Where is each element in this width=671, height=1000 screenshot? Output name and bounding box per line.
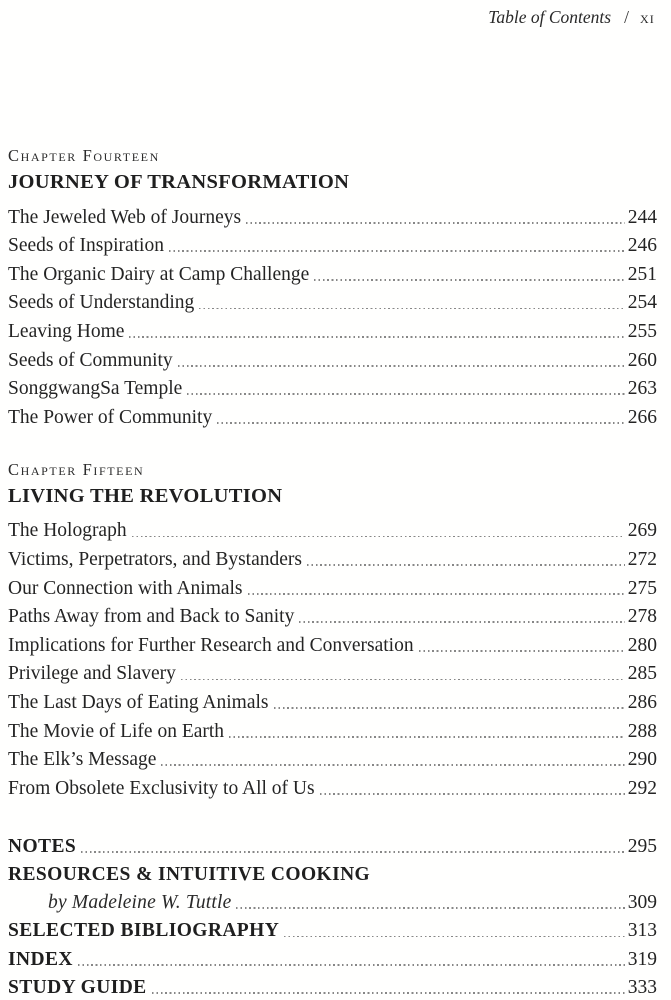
toc-entry-row: [8, 859, 657, 887]
dot-leader: [236, 907, 624, 909]
entry-page-number: 263: [627, 378, 657, 400]
toc-entry-row: [8, 887, 657, 915]
dot-leader: [248, 593, 625, 595]
dot-leader: [161, 764, 624, 766]
entry-title: The Movie of Life on Earth: [8, 720, 225, 742]
toc-entry-row: [8, 201, 657, 230]
entry-title: STUDY GUIDE: [8, 976, 147, 998]
toc-entry-row: [8, 715, 657, 744]
chapter-entries: [8, 515, 657, 801]
entry-page-number: 319: [627, 948, 657, 970]
entry-title: Privilege and Slavery: [8, 663, 176, 685]
chapter-title: LIVING THE REVOLUTION: [8, 484, 283, 507]
entry-title: Seeds of Community: [8, 349, 173, 371]
entry-page-number: 269: [627, 520, 657, 542]
dot-leader: [229, 736, 625, 738]
chapter-label: Chapter Fifteen: [8, 459, 145, 479]
toc-entry-row: [8, 572, 657, 601]
dot-leader: [129, 336, 624, 338]
dot-leader: [274, 707, 625, 709]
toc-entry-row: [8, 287, 657, 316]
entry-title: The Jeweled Web of Journeys: [8, 206, 242, 228]
entry-page-number: 333: [627, 976, 657, 998]
entry-page-number: 244: [627, 206, 657, 228]
dot-leader: [217, 422, 625, 424]
toc-entry-row: [8, 543, 657, 572]
running-head-title: Table of Contents: [488, 7, 612, 27]
toc-entry-row: [8, 831, 657, 859]
toc-entry-row: [8, 315, 657, 344]
dot-leader: [284, 936, 625, 938]
entry-title: Seeds of Understanding: [8, 292, 195, 314]
dot-leader: [419, 650, 625, 652]
entry-page-number: 266: [627, 406, 657, 428]
dot-leader: [187, 393, 624, 395]
entry-page-number: 275: [627, 577, 657, 599]
entry-page-number: 272: [627, 548, 657, 570]
entry-page-number: 309: [627, 892, 657, 914]
toc-entry-row: [8, 744, 657, 773]
chapter-title: JOURNEY OF TRANSFORMATION: [8, 171, 350, 193]
dot-leader: [299, 621, 624, 623]
entry-title: Paths Away from and Back to Sanity: [8, 606, 295, 628]
toc-entry-row: [8, 230, 657, 259]
entry-title: RESOURCES & INTUITIVE COOKING: [8, 864, 371, 886]
entry-page-number: 292: [627, 777, 657, 799]
entry-page-number: 286: [627, 691, 657, 713]
entry-title: Our Connection with Animals: [8, 577, 243, 599]
toc-entry-row: [8, 943, 657, 971]
entry-title: The Power of Community: [8, 406, 213, 428]
entry-page-number: 313: [627, 920, 657, 942]
entry-page-number: 251: [627, 263, 657, 285]
dot-leader: [169, 250, 625, 252]
entry-page-number: 254: [627, 292, 657, 314]
dot-leader: [152, 992, 625, 994]
entry-title: Implications for Further Research and Conversation: [8, 634, 414, 656]
entry-title: The Elk’s Message: [8, 749, 157, 771]
entry-page-number: 260: [627, 349, 657, 371]
entry-page-number: 290: [627, 749, 657, 771]
entry-title: SonggwangSa Temple: [8, 378, 183, 400]
dot-leader: [199, 308, 624, 310]
entry-title: INDEX: [8, 948, 73, 970]
toc-entry-row: [8, 686, 657, 715]
entry-title: The Last Days of Eating Animals: [8, 691, 269, 713]
back-matter-section: [8, 831, 657, 1000]
entry-page-number: 285: [627, 663, 657, 685]
entry-page-number: 255: [627, 320, 657, 342]
entry-title: NOTES: [8, 835, 77, 857]
running-head-separator: /: [624, 7, 629, 27]
entry-title: Leaving Home: [8, 320, 125, 342]
entry-page-number: 246: [627, 235, 657, 257]
chapter-fifteen-section: [8, 460, 657, 801]
entry-page-number: 288: [627, 720, 657, 742]
toc-entry-row: [8, 258, 657, 287]
dot-leader: [314, 279, 624, 281]
running-head: [8, 6, 657, 28]
toc-entry-row: [8, 344, 657, 373]
entry-title: Seeds of Inspiration: [8, 235, 164, 257]
entry-title: by Madeleine W. Tuttle: [48, 892, 232, 914]
entry-title: From Obsolete Exclusivity to All of Us: [8, 777, 315, 799]
toc-entry-row: [8, 401, 657, 430]
toc-entry-row: [8, 515, 657, 544]
entry-title: The Holograph: [8, 520, 127, 542]
entry-page-number: 295: [627, 835, 657, 857]
entry-page-number: 278: [627, 606, 657, 628]
dot-leader: [178, 365, 625, 367]
folio-page-number: xi: [639, 7, 655, 27]
chapter-label: Chapter Fourteen: [8, 146, 160, 165]
dot-leader: [320, 793, 625, 795]
entry-title: Victims, Perpetrators, and Bystanders: [8, 548, 302, 570]
dot-leader: [132, 536, 625, 538]
toc-entry-row: [8, 972, 657, 1000]
toc-entry-row: [8, 629, 657, 658]
toc-entry-row: [8, 915, 657, 943]
dot-leader: [81, 851, 625, 853]
entry-page-number: 280: [627, 634, 657, 656]
entry-title: SELECTED BIBLIOGRAPHY: [8, 920, 280, 942]
toc-entry-row: [8, 373, 657, 402]
entry-title: The Organic Dairy at Camp Challenge: [8, 263, 310, 285]
dot-leader: [307, 564, 625, 566]
dot-leader: [78, 964, 625, 966]
chapter-entries: [8, 201, 657, 430]
toc-entry-row: [8, 772, 657, 801]
toc-entry-row: [8, 601, 657, 630]
chapter-fourteen-section: [8, 146, 657, 430]
toc-entry-row: [8, 658, 657, 687]
dot-leader: [181, 679, 625, 681]
dot-leader: [246, 222, 625, 224]
